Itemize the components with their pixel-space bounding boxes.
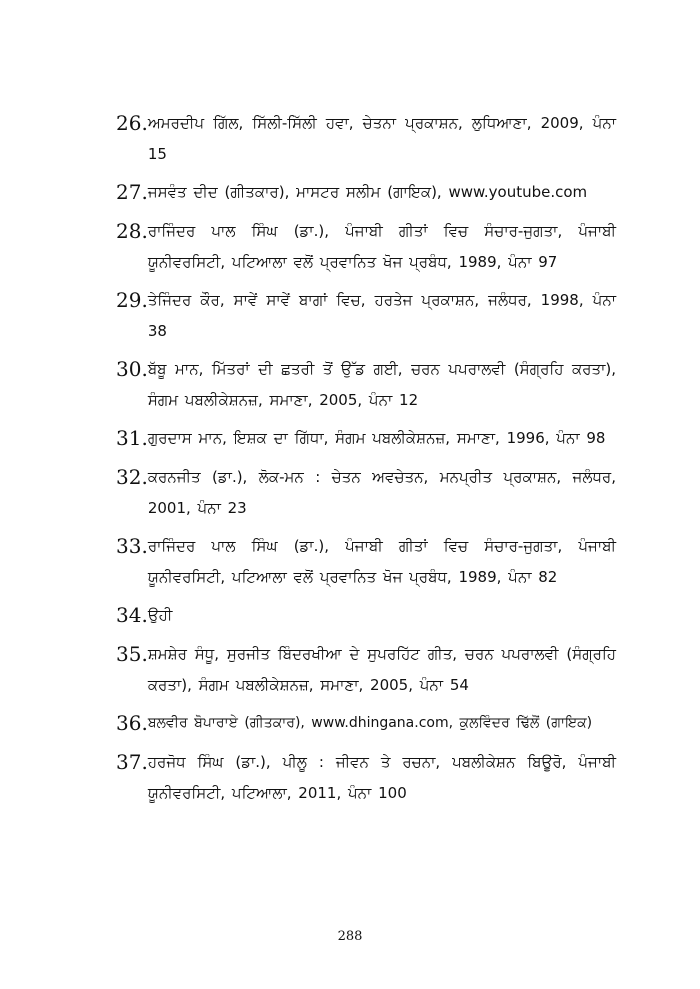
reference-list — [116, 106, 616, 814]
reference-number: 30. — [116, 357, 148, 381]
reference-text: ਰਾਜਿੰਦਰ ਪਾਲ ਸਿੰਘ (ਡਾ.), ਪੰਜਾਬੀ ਗੀਤਾਂ ਵਿਚ ਸੰਚਾਰ-ਜੁਗਤਾ, ਪੰਜਾਬੀ ਯੂਨੀਵਰਸਿਟੀ, ਪਟਿਆਲਾ ਵਲੋਂ ਪ੍ਰਵਾਨਿਤ ਖੋਜ ਪ੍ਰਬੰਧ, 1989, ਪੰਨਾ 82 — [147, 537, 616, 586]
reference-text: ਬੱਬੂ ਮਾਨ, ਮਿੱਤਰਾਂ ਦੀ ਛਤਰੀ ਤੋਂ ਉੱਡ ਗਈ, ਚਰਨ ਪਪਰਾਲਵੀ (ਸੰਗ੍ਰਹਿ ਕਰਤਾ), ਸੰਗਮ ਪਬਲੀਕੇਸ਼ਨਜ਼, ਸਮਾਣਾ, 2005, ਪੰਨਾ 12 — [147, 360, 616, 409]
reference-text: ਜਸਵੰਤ ਦੀਦ (ਗੀਤਕਾਰ), ਮਾਸਟਰ ਸਲੀਮ (ਗਾਇਕ), www.youtube.com — [147, 183, 588, 201]
reference-item — [116, 745, 616, 809]
reference-number: 32. — [116, 465, 148, 489]
reference-number: 34. — [116, 603, 148, 627]
reference-number: 27. — [116, 180, 148, 204]
reference-text: ਤੇਜਿੰਦਰ ਕੌਰ, ਸਾਵੇਂ ਸਾਵੇਂ ਬਾਗਾਂ ਵਿਚ, ਹਰਤੇਜ ਪ੍ਰਕਾਸ਼ਨ, ਜਲੰਧਰ, 1998, ਪੰਨਾ 38 — [147, 291, 616, 340]
reference-number: 37. — [116, 750, 148, 774]
reference-number: 35. — [116, 642, 148, 666]
reference-item — [116, 283, 616, 347]
reference-number: 26. — [116, 111, 148, 135]
reference-number: 31. — [116, 426, 148, 450]
reference-item — [116, 175, 616, 209]
reference-text: ਉਹੀ — [147, 606, 173, 624]
reference-number: 33. — [116, 534, 148, 558]
reference-item — [116, 421, 616, 455]
reference-item — [116, 529, 616, 593]
reference-text: ਰਾਜਿੰਦਰ ਪਾਲ ਸਿੰਘ (ਡਾ.), ਪੰਜਾਬੀ ਗੀਤਾਂ ਵਿਚ ਸੰਚਾਰ-ਜੁਗਤਾ, ਪੰਜਾਬੀ ਯੂਨੀਵਰਸਿਟੀ, ਪਟਿਆਲਾ ਵਲੋਂ ਪ੍ਰਵਾਨਿਤ ਖੋਜ ਪ੍ਰਬੰਧ, 1989, ਪੰਨਾ 97 — [147, 222, 616, 271]
reference-number: 36. — [116, 711, 148, 735]
reference-item — [116, 214, 616, 278]
reference-text: ਗੁਰਦਾਸ ਮਾਨ, ਇਸ਼ਕ ਦਾ ਗਿੱਧਾ, ਸੰਗਮ ਪਬਲੀਕੇਸ਼ਨਜ਼, ਸਮਾਣਾ, 1996, ਪੰਨਾ 98 — [147, 429, 606, 447]
reference-item — [116, 352, 616, 416]
reference-item — [116, 637, 616, 701]
reference-text: ਬਲਵੀਰ ਬੋਪਾਰਾਏ (ਗੀਤਕਾਰ), www.dhingana.com, ਕੁਲਵਿੰਦਰ ਢਿੱਲੋਂ (ਗਾਇਕ) — [147, 715, 593, 731]
reference-item — [116, 598, 616, 632]
reference-text: ਸ਼ਮਸ਼ੇਰ ਸੰਧੂ, ਸੁਰਜੀਤ ਬਿੰਦਰਖੀਆ ਦੇ ਸੁਪਰਹਿੱਟ ਗੀਤ, ਚਰਨ ਪਪਰਾਲਵੀ (ਸੰਗ੍ਰਹਿ ਕਰਤਾ), ਸੰਗਮ ਪਬਲੀਕੇਸ਼ਨਜ਼, ਸਮਾਣਾ, 2005, ਪੰਨਾ 54 — [147, 645, 616, 694]
reference-item — [116, 706, 616, 740]
reference-text: ਹਰਜੋਧ ਸਿੰਘ (ਡਾ.), ਪੀਲੂ : ਜੀਵਨ ਤੇ ਰਚਨਾ, ਪਬਲੀਕੇਸ਼ਨ ਬਿਊਰੋ, ਪੰਜਾਬੀ ਯੂਨੀਵਰਸਿਟੀ, ਪਟਿਆਲਾ, 2011, ਪੰਨਾ 100 — [147, 753, 616, 802]
reference-item — [116, 106, 616, 170]
page-number: 288 — [337, 929, 363, 944]
reference-number: 29. — [116, 288, 148, 312]
reference-number: 28. — [116, 219, 148, 243]
reference-item — [116, 460, 616, 524]
reference-text: ਅਮਰਦੀਪ ਗਿੱਲ, ਸਿੱਲੀ-ਸਿੱਲੀ ਹਵਾ, ਚੇਤਨਾ ਪ੍ਰਕਾਸ਼ਨ, ਲੁਧਿਆਣਾ, 2009, ਪੰਨਾ 15 — [147, 114, 616, 163]
reference-text: ਕਰਨਜੀਤ (ਡਾ.), ਲੋਕ-ਮਨ : ਚੇਤਨ ਅਵਚੇਤਨ, ਮਨਪ੍ਰੀਤ ਪ੍ਰਕਾਸ਼ਨ, ਜਲੰਧਰ, 2001, ਪੰਨਾ 23 — [147, 468, 616, 517]
